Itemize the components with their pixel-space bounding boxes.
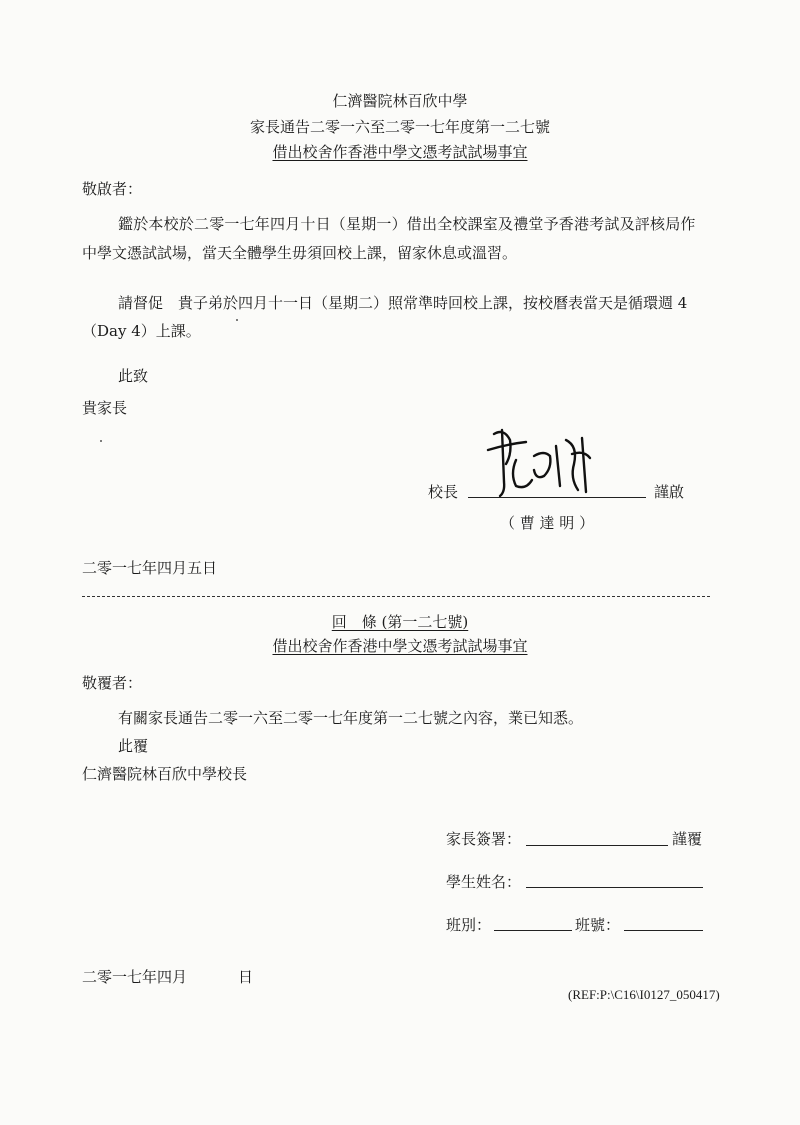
principal-name: （ 曹 達 明 ） bbox=[500, 514, 595, 532]
principal-label: 校長 bbox=[428, 483, 459, 501]
scan-speck bbox=[100, 440, 102, 442]
class-number-label: 班號： bbox=[575, 916, 621, 934]
reply-subject-wrap bbox=[0, 635, 800, 656]
notice-subject: 借出校舍作香港中學文憑考試試場事宜 bbox=[272, 143, 528, 161]
tear-off-line bbox=[82, 596, 710, 597]
closing: 此致 bbox=[118, 367, 149, 385]
school-name: 仁濟醫院林百欣中學 bbox=[332, 92, 468, 110]
paragraph-1-line-2: 中學文憑試試場，當天全體學生毋須回校上課，留家休息或溫習。 bbox=[82, 244, 518, 262]
parent-signature-field[interactable] bbox=[526, 845, 668, 846]
addressee: 貴家長 bbox=[82, 399, 128, 417]
reply-closing: 此覆 bbox=[118, 737, 149, 755]
parent-signature-suffix: 謹覆 bbox=[672, 830, 703, 848]
notice-date: 二零一七年四月五日 bbox=[82, 559, 218, 577]
reply-subject: 借出校舍作香港中學文憑考試試場事宜 bbox=[272, 637, 528, 655]
notice-subject-wrap bbox=[0, 141, 800, 162]
principal-signature-line bbox=[468, 497, 646, 498]
class-label: 班別： bbox=[446, 916, 492, 934]
student-name-label: 學生姓名： bbox=[446, 873, 522, 891]
respectfully-label: 謹啟 bbox=[654, 483, 685, 501]
student-name-field[interactable] bbox=[526, 887, 703, 888]
class-field[interactable] bbox=[494, 930, 572, 931]
reply-body: 有關家長通告二零一六至二零一七年度第一二七號之內容，業已知悉。 bbox=[118, 709, 584, 727]
scan-speck bbox=[236, 319, 238, 321]
principal-signature bbox=[486, 420, 606, 500]
reply-date-year-month: 二零一七年四月 bbox=[82, 968, 188, 986]
reply-title-wrap bbox=[0, 611, 800, 632]
paragraph-2-line-2: （Day 4）上課。 bbox=[82, 322, 201, 340]
reply-greeting: 敬覆者： bbox=[82, 674, 143, 692]
class-number-field[interactable] bbox=[624, 930, 703, 931]
reply-addressee: 仁濟醫院林百欣中學校長 bbox=[82, 765, 248, 783]
paragraph-1-line-1: 鑑於本校於二零一七年四月十日（星期一）借出全校課室及禮堂予香港考試及評核局作 bbox=[118, 215, 696, 233]
parent-signature-label: 家長簽署： bbox=[446, 830, 522, 848]
reference-code: (REF:P:\C16\I0127_050417) bbox=[568, 987, 720, 1002]
reply-title: 回 條 (第一二七號) bbox=[331, 613, 469, 631]
notice-number: 家長通告二零一六至二零一七年度第一二七號 bbox=[249, 118, 550, 136]
greeting: 敬啟者： bbox=[82, 180, 143, 198]
reply-date-day: 日 bbox=[238, 968, 254, 986]
paragraph-2-line-1: 請督促 貴子弟於四月十一日（星期二）照常準時回校上課，按校曆表當天是循環週 4 bbox=[118, 294, 688, 312]
